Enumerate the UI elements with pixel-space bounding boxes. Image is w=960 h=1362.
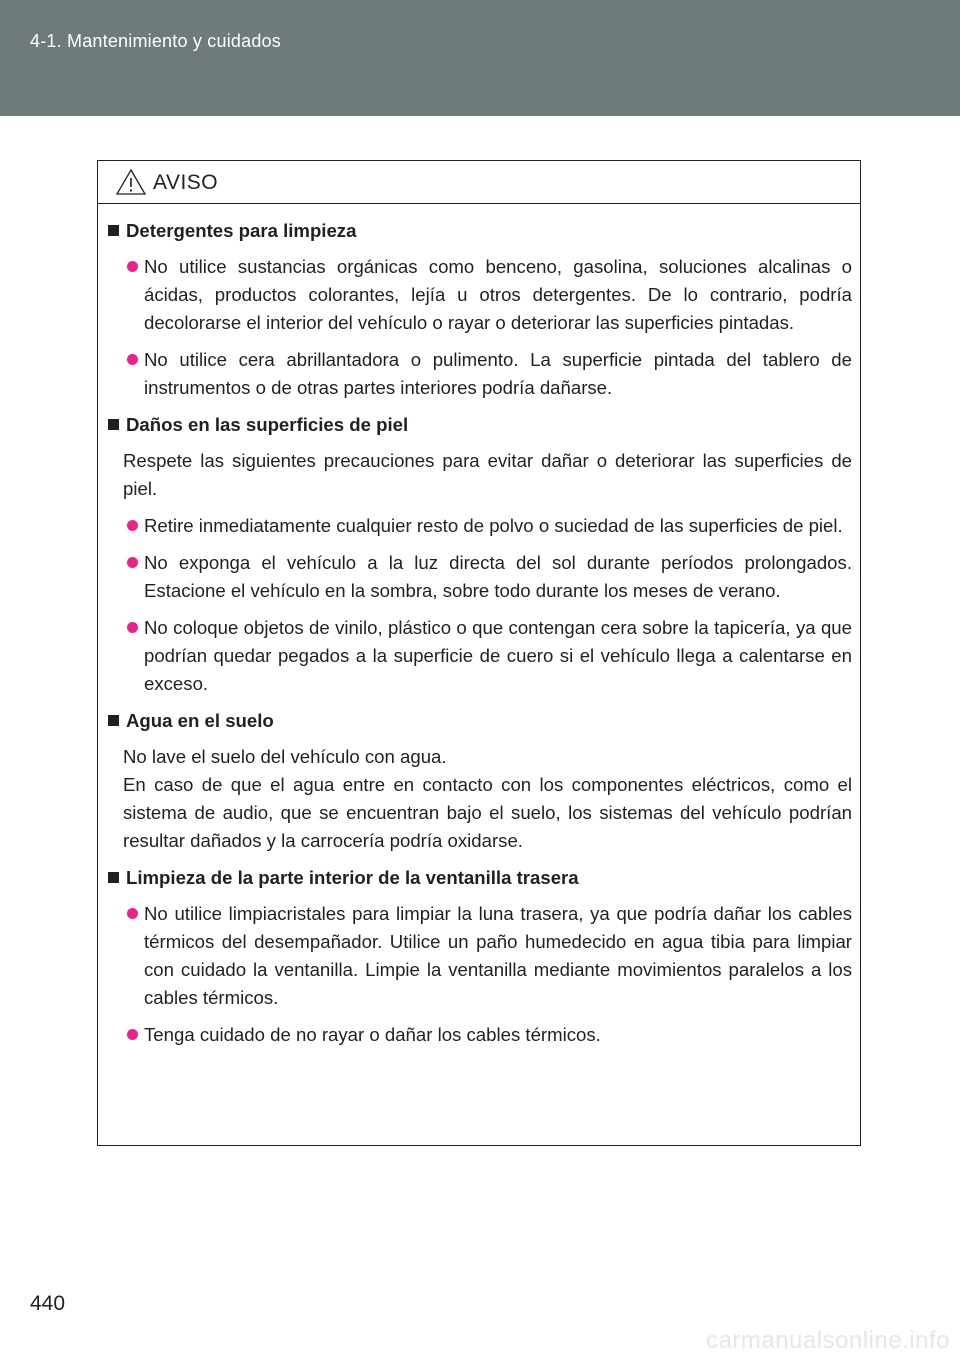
section-paragraph: Respete las siguientes precauciones para evitar dañar o deteriorar las superficies de piel. (123, 450, 852, 499)
paragraph-line: No lave el suelo del vehículo con agua. (123, 746, 447, 767)
bullet-item: No utilice limpiacristales para limpiar la luna trasera, ya que podría dañar los cables térmicos del desempañador. Utilice un paño humedecido en agua tibia para limpiar con cuidado la ventanilla. Limpie la ventanilla mediante movimientos paralelos a los cables térmicos. (106, 900, 852, 1012)
section-paragraph (106, 743, 852, 855)
bullet-item: No utilice sustancias orgánicas como benceno, gasolina, soluciones alcalinas o ácidas, productos colorantes, lejía u otros detergentes. De lo contrario, podría decolorarse el interior del vehículo o rayar o deteriorar las superficies pintadas. (106, 253, 852, 337)
warning-content (98, 204, 860, 1049)
section-heading: Daños en las superficies de piel (106, 411, 852, 439)
page-number: 440 (30, 1292, 66, 1315)
warning-box (97, 160, 861, 1146)
warning-triangle-icon (115, 168, 147, 196)
warning-box-header (98, 161, 860, 204)
bullet-item: Retire inmediatamente cualquier resto de polvo o suciedad de las superficies de piel. (106, 512, 852, 540)
paragraph-line: En caso de que el agua entre en contacto con los componentes eléctricos, como el sistema de audio, que se encuentran bajo el suelo, los sistemas del vehículo podrían resultar dañados y la carrocería podría oxidarse. (123, 774, 852, 851)
bullet-item: Tenga cuidado de no rayar o dañar los cables térmicos. (106, 1021, 852, 1049)
bullet-item: No exponga el vehículo a la luz directa del sol durante períodos prolongados. Estacione el vehículo en la sombra, sobre todo durante los meses de verano. (106, 549, 852, 605)
section-heading: Limpieza de la parte interior de la ventanilla trasera (106, 864, 852, 892)
warning-label: AVISO (153, 171, 219, 194)
watermark: carmanualsonline.info (706, 1327, 950, 1354)
section-title: 4-1. Mantenimiento y cuidados (30, 31, 281, 51)
page-header (0, 0, 960, 116)
bullet-item: No coloque objetos de vinilo, plástico o que contengan cera sobre la tapicería, ya que podrían quedar pegados a la superficie de cuero si el vehículo llega a calentarse en exceso. (106, 614, 852, 698)
section-heading: Detergentes para limpieza (106, 217, 852, 245)
bullet-item: No utilice cera abrillantadora o pulimento. La superficie pintada del tablero de instrumentos o de otras partes interiores podría dañarse. (106, 346, 852, 402)
section-heading: Agua en el suelo (106, 707, 852, 735)
